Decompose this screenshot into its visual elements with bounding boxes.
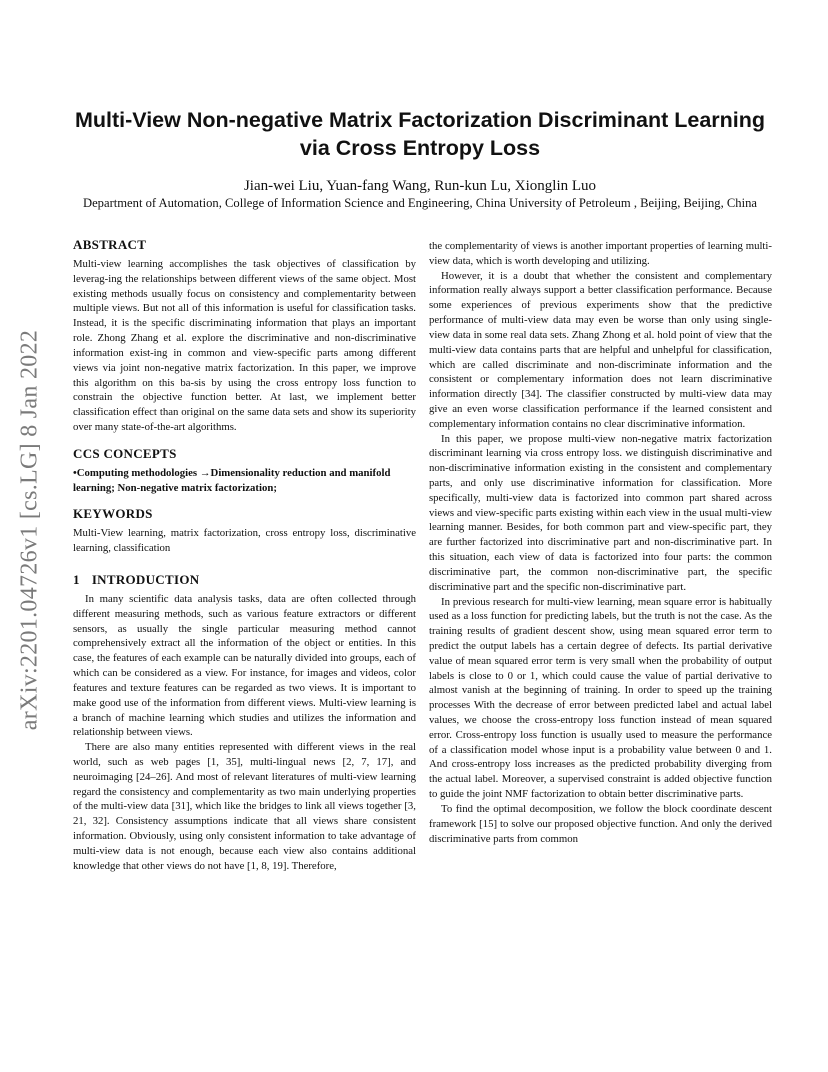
paragraph: However, it is a doubt that whether the consistent and complementary information really always support a better classification performance. Because some experiences of previous experiments show that the predictive performance of multi-view data may even be worse than only using single-view data in some real data sets. Zhang Zhong et al. hold point of view that the multi-view data contains parts that are helpful and unhelpful for classification, which are called discriminate and non-discriminate information and the consistent or complementary information does not learn discriminative information directly [34]. The classifier constructed by multi-view data may give an even worse classification performance if the learned consistent and complementary information contains no clear discriminative information. (429, 269, 772, 430)
right-column (429, 239, 772, 846)
author-affiliation: Department of Automation, College of Information Science and Engineering, China University of Petroleum , Beijing, Beijing, China (83, 196, 757, 210)
paragraph: To find the optimal decomposition, we follow the block coordinate descent framework [15] to solve our proposed objective function. And only the derived discriminative parts from common (429, 802, 772, 845)
arxiv-identifier-stamp (12, 290, 48, 770)
abstract-heading: ABSTRACT (73, 237, 147, 252)
keywords-text: Multi-View learning, matrix factorization, cross entropy loss, discriminative learning, classification (73, 527, 416, 555)
paper-title: Multi-View Non-negative Matrix Factorization Discriminant Learning via Cross Entropy Loss (74, 108, 766, 160)
paragraph: In this paper, we propose multi-view non-negative matrix factorization discriminant learning via cross entropy loss. we distinguish discriminative and non-discriminative information existing in the consistent and complementary parts, and only use discriminative information for classification. More specifically, multi-view data is factorized into common part shared across views and view-specific parts existing within each view in the usual multi-view learning manner. Besides, for both common part and view-specific part, they are further factorized into discriminative part and non-discriminative part. In this situation, each view of data is factorized into four parts: the common discriminative part, the common non-discriminative part, the specific discriminative part and the specific non-discriminative part. (429, 432, 772, 593)
paragraph: There are also many entities represented with different views in the real world, such as web pages [1, 35], multi-lingual news [2, 7, 17], and neuroimaging [24–26]. And most of relevant literatures of multi-view learning regard the consistency and complementarity as two main underlying properties of the multi-view data [31], which like the bridges to link all views together [3, 21, 32]. Consistency assumptions indicate that all views share consistent information. Obviously, using only consistent information to take advantage of multi-view data is not enough, because each view also contains additional knowledge that other views do not have [1, 8, 19]. Therefore, (73, 741, 416, 872)
author-list: Jian-wei Liu, Yuan-fang Wang, Run-kun Lu, Xionglin Luo (243, 178, 597, 194)
ccs-concepts-heading: CCS CONCEPTS (73, 445, 177, 461)
left-column (73, 237, 416, 873)
keywords-heading: KEYWORDS (73, 506, 153, 522)
paragraph: In previous research for multi-view learning, mean square error is habitually used as a loss function for predicting labels, but the truth is not the case. As the training results of gradient descent show, using mean squared error term to predict the output labels has a certain degree of defects. Its partial derivative value of mean squared error term is very small when the probability of output labels is close to 0 or 1, which could cause the value of partial derivative to almost vanish at the beginning of training. In order to speed up the training processes With the decrease of error between predicted label and actual label values, we choose the cross-entropy loss function instead of mean squared error. Cross-entropy loss function is usually used to measure the performance of a classification model whose input is a probability value between 0 and 1. And cross-entropy loss increases as the predicted probability diverging from the actual label. Moreover, a supervised constraint is added objective function to guide the joint NMF factorization to obtain better discriminative parts. (429, 595, 772, 801)
keywords-section (73, 506, 416, 556)
introduction-section (73, 572, 416, 873)
abstract-section (73, 237, 416, 435)
section-number: 1 (73, 572, 80, 587)
abstract-text: Multi-view learning accomplishes the task objectives of classification by leverag-ing the relationships between different views of the same object. Most existing methods usually focus on consistency and complementarity between multiple views. But not all of this information is useful for classification tasks. Instead, it is the specific discriminating information that plays an important role. Zhong Zhang et al. explore the discriminative and non-discriminative information exist-ing in common and view-specific parts among different views via joint non-negative matrix factorization. In this paper, we improve this algorithm on this ba-sis by using the cross entropy loss function to constrain the objective function better. At last, we implement better classification effect than original on the same data sets and show its superiority over many state-of-the-art algorithms. (73, 258, 416, 433)
paragraph-continued: the complementarity of views is another important properties of learning multi-view data, which is worth developing and utilizing. (429, 240, 772, 267)
ccs-concepts-text: •Computing methodologies →Dimensionality reduction and manifold learning; Non-negative matrix factorization; (73, 466, 391, 494)
section-title: INTRODUCTION (91, 572, 200, 587)
paragraph: In many scientific data analysis tasks, data are often collected through different measuring methods, such as various feature extractors or different sensors, as usually the single particular measuring method cannot comprehensively extract all the information of the object or entities. In this case, the features of each example can be naturally divided into groups, each of which can be considered as a view. For instance, for images and videos, color features and texture features can be regarded as two views. It is important to make good use of the information from different views. Multi-view learning is a branch of machine learning which studies and utilizes the information and relationship between views. (73, 593, 416, 739)
arxiv-identifier-text: arXiv:2201.04726v1 [cs.LG] 8 Jan 2022 (16, 329, 43, 731)
ccs-concepts-section (73, 446, 416, 496)
introduction-heading (73, 572, 416, 588)
